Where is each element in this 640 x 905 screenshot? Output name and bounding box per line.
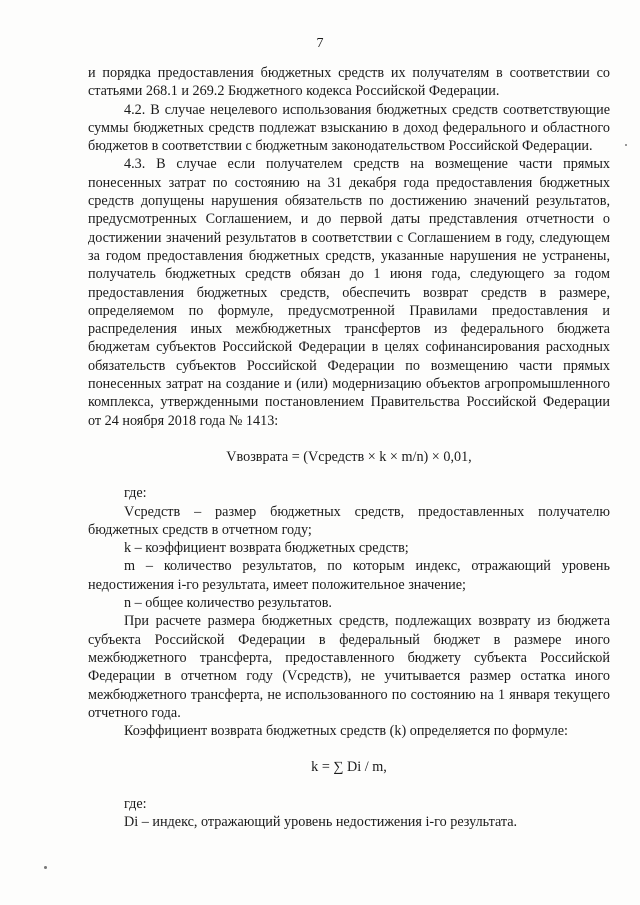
page-number: 7 [316,36,324,51]
where-label-2: где: [124,795,147,812]
formula-return-volume: Vвозврата = (Vсредств × k × m/n) × 0,01, [226,448,472,465]
formula-coefficient: k = ∑ Di / m, [311,759,387,776]
document-body [88,64,610,831]
definition-v-sredstv: Vсредств – размер бюджетных средств, предоставленных получателю бюджетных средств в отчетном году; [88,503,610,538]
scan-speck [44,866,47,869]
definition-k: k – коэффициент возврата бюджетных средств; [124,540,409,557]
definition-m: m – количество результатов, по которым индекс, отражающий уровень недостижения i-го результата, имеет положительное значение; [88,558,610,593]
scan-speck [625,144,627,146]
paragraph-4-2: 4.2. В случае нецелевого использования бюджетных средств соответствующие суммы бюджетных средств подлежат взысканию в доход федерального и областного бюджетов в соответствии с бюджетным законодательством Российской Федерации. [88,101,610,155]
paragraph-4-3: 4.3. В случае если получателем средств на возмещение части прямых понесенных затрат по состоянию на 31 декабря года предоставления бюджетных средств допущены нарушения обязательств по достижению значений результатов, предусмотренных Соглашением, и до первой даты представления отчетности о достижении значений результатов в соответствии с Соглашением в году, следующем за годом предоставления бюджетных средств, указанные нарушения не устранены, получатель бюджетных средств обязан до 1 июня года, следующего за годом предоставления бюджетных средств, обеспечить возврат средств в размере, определяемом по формуле, предусмотренной Правилами предоставления и распределения иных межбюджетных трансфертов из федерального бюджета бюджетам субъектов Российской Федерации в целях софинансирования расходных обязательств субъектов Российской Федерации по возмещению части прямых понесенных затрат на создание и (или) модернизацию объектов агропромышленного комплекса, утвержденными постановлением Правительства Российской Федерации от 24 ноября 2018 года № 1413: [88,156,610,429]
where-label: где: [124,485,147,502]
paragraph-coefficient-intro: Коэффициент возврата бюджетных средств (k) определяется по формуле: [124,723,568,740]
paragraph-continuation: и порядка предоставления бюджетных средств их получателям в соответствии со статьями 268.1 и 269.2 Бюджетного кодекса Российской Федерации. [88,65,610,100]
paragraph-calculation-note: При расчете размера бюджетных средств, подлежащих возврату из бюджета субъекта Российской Федерации в федеральный бюджет в размере иного межбюджетного трансферта, предоставленного бюджету субъекта Российской Федерации в отчетном году (Vсредств), не учитывается размер остатка иного межбюджетного трансферта, не использованного по состоянию на 1 января текущего отчетного года. [88,613,610,721]
definition-n: n – общее количество результатов. [124,595,332,612]
definition-di: Di – индекс, отражающий уровень недостижения i-го результата. [124,813,518,830]
